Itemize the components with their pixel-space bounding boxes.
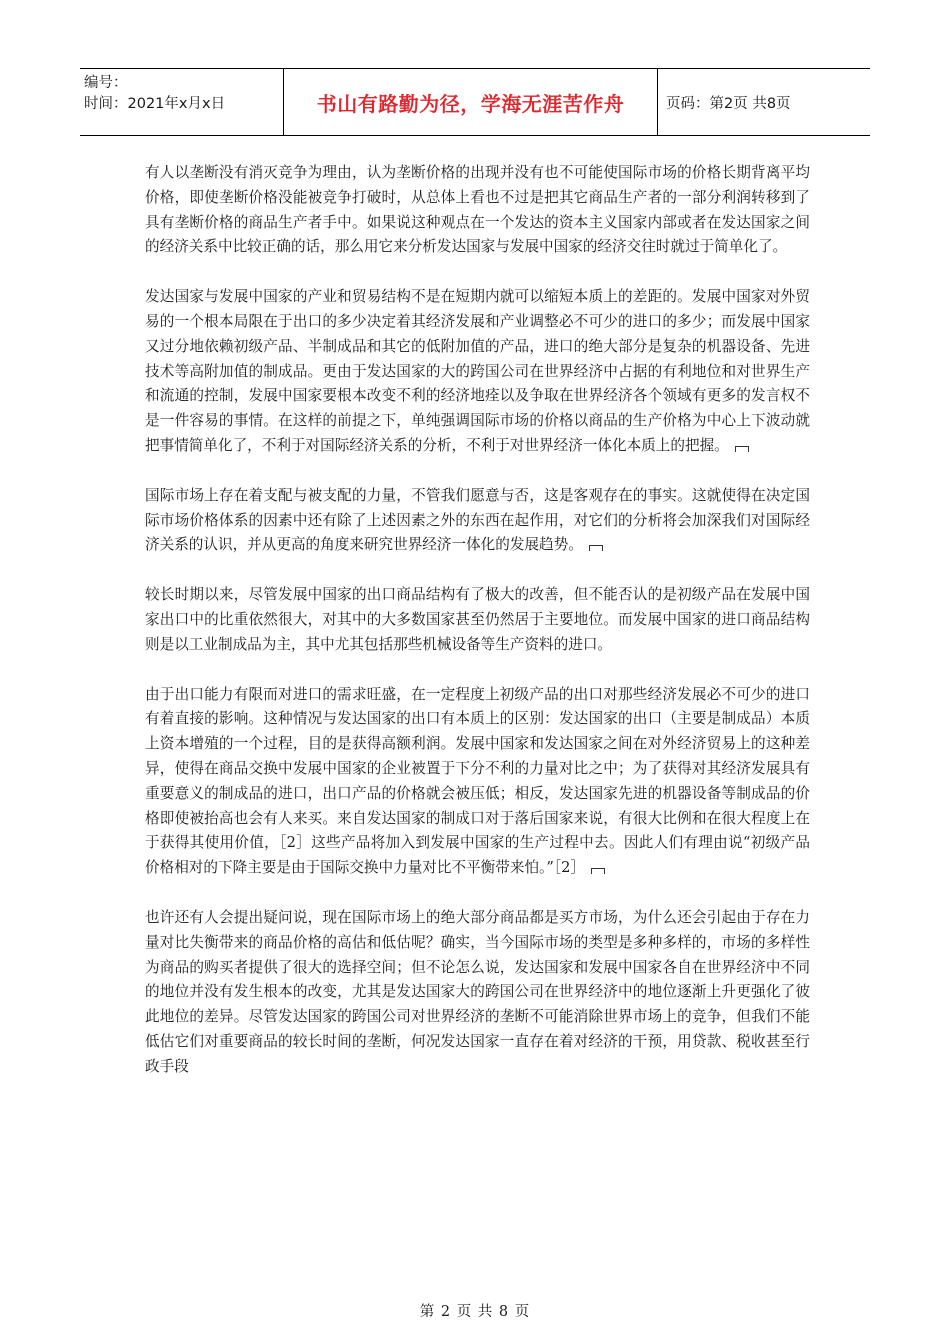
paragraph-mark-icon <box>589 545 603 551</box>
paragraph: 较长时期以来，尽管发展中国家的出口商品结构有了极大的改善，但不能否认的是初级产品在发展中国家出口中的比重依然很大，对其中的大多数国家甚至仍然居于主要地位。而发展中国家的进口商品结构则是以工业制成品为主，其中尤其包括那些机械设备等生产资料的进口。 <box>145 586 810 653</box>
paragraph: 国际市场上存在着支配与被支配的力量，不管我们愿意与否，这是客观存在的事实。这就使得在决定国际市场价格体系的因素中还有除了上述因素之外的东西在起作用，对它们的分析将会加深我们对国际经济关系的认识，并从更高的角度来研究世界经济一体化的发展趋势。 <box>145 486 810 554</box>
document-header <box>80 68 870 136</box>
page-footer <box>0 1300 950 1321</box>
header-motto-cell <box>284 69 658 135</box>
header-page-cell <box>658 69 870 135</box>
paragraph: 也许还有人会提出疑问说，现在国际市场上的绝大部分商品都是买方市场，为什么还会引起由于存在力量对比失衡带来的商品价格的高估和低估呢？确实，当今国际市场的类型是多种多样的，市场的多样性为商品的购买者提供了很大的选择空间；但不论怎么说，发达国家和发展中国家各自在世界经济中不同的地位并没有发生根本的改变，尤其是发达国家大的跨国公司在世界经济中的地位逐渐上升更强化了彼此地位的差异。尽管发达国家的跨国公司对世界经济的垄断不可能消除世界市场上的竞争，但我们不能低估它们对重要商品的较长时间的垄断，何况发达国家一直存在着对经济的干预，用贷款、税收甚至行政手段 <box>145 908 810 1075</box>
body-text <box>145 161 810 1105</box>
paragraph: 发达国家与发展中国家的产业和贸易结构不是在短期内就可以缩短本质上的差距的。发展中国家对外贸易的一个根本局限在于出口的多少决定着其经济发展和产业调整必不可少的进口的多少；而发展中国家又过分地依赖初级产品、半制成品和其它的低附加值的产品，进口的绝大部分是复杂的机器设备、先进技术等高附加值的制成品。更由于发达国家的大的跨国公司在世界经济中占据的有利地位和对世界生产和流通的控制，发展中国家要根本改变不利的经济地痊以及争取在世界经济各个领域有更多的发言权不是一件容易的事情。在这样的前提之下，单纯强调国际市场的价格以商品的生产价格为中心上下波动就把事情简单化了，不利于对国际经济关系的分析，不利于对世界经济一体化本质上的把握。 <box>145 288 810 454</box>
motto: 书山有路勤为径，学海无涯苦作舟 <box>316 91 625 116</box>
paragraph-mark-icon <box>735 446 749 452</box>
time-label: 时间：2021年x月x日 <box>84 96 226 112</box>
page-label: 页码：第2页 共8页 <box>666 95 791 112</box>
footer-page-number: 第 2 页 共 8 页 <box>419 1304 531 1320</box>
header-meta <box>80 69 284 135</box>
paragraph-mark-icon <box>591 868 605 874</box>
paragraph: 有人以垄断没有消灭竞争为理由，认为垄断价格的出现并没有也不可能使国际市场的价格长期背离平均价格，即使垄断价格没能被竞争打破时，从总体上看也不过是把其它商品生产者的一部分利润转移到了具有垄断价格的商品生产者手中。如果说这种观点在一个发达的资本主义国家内部或者在发达国家之间的经济关系中比较正确的话，那么用它来分析发达国家与发展中国家的经济交往时就过于简单化了。 <box>145 164 810 256</box>
number-label: 编号： <box>84 75 128 91</box>
paragraph: 由于出口能力有限而对进口的需求旺盛，在一定程度上初级产品的出口对那些经济发展必不可少的进口有着直接的影响。这种情况与发达国家的出口有本质上的区别：发达国家的出口（主要是制成品）本质上资本增殖的一个过程，目的是获得高额利润。发展中国家和发达国家之间在对外经济贸易上的这种差异，使得在商品交换中发展中国家的企业被置于下分不利的力量对比之中；为了获得对其经济发展具有重要意义的制成品的进口，出口产品的价格就会被压低；相反，发达国家先进的机器设备等制成品的价格即使被抬高也会有人来买。来自发达国家的制成口对于落后国家来说，有很大比例和在很大程度上在于获得其使用价值，［2］这些产品将加入到发展中国家的生产过程中去。因此人们有理由说“初级产品价格相对的下降主要是由于国际交换中力量对比不平衡带来怕。”［2］ <box>145 685 810 877</box>
